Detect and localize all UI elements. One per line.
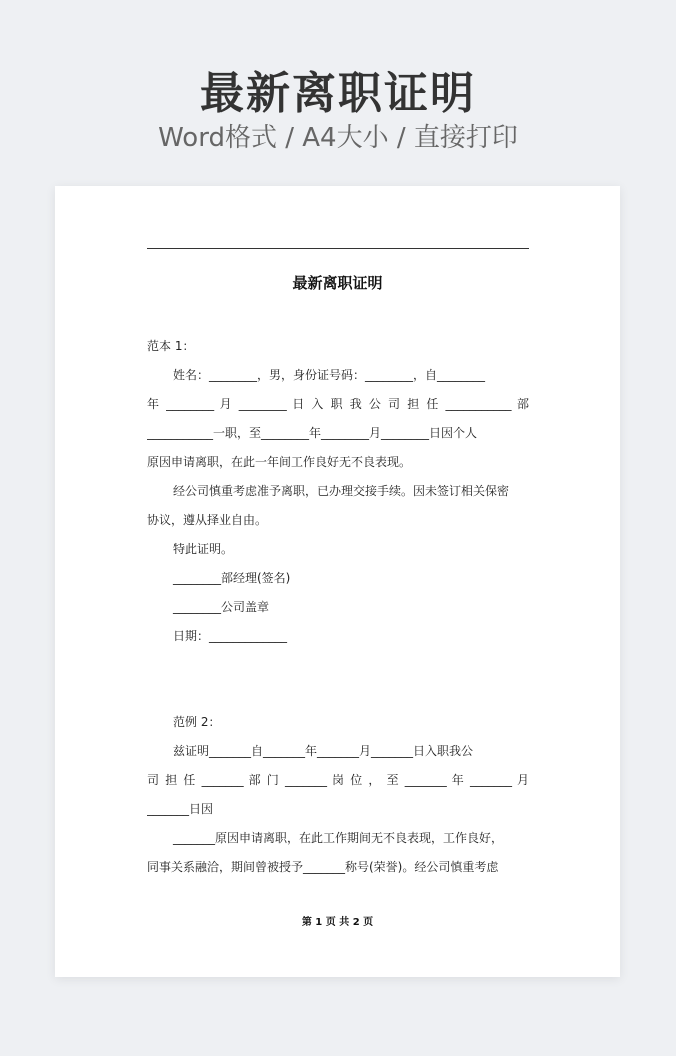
body-line: 姓名：________，男，身份证号码：________，自________: [173, 368, 486, 382]
signature-line: ________部经理(签名): [173, 571, 291, 585]
body-line: 司 担 任 _______ 部 门 _______ 岗 位 ， 至 _______ 年 _______ 月: [147, 773, 529, 787]
header-rule: [147, 248, 529, 249]
date-line: 日期：_____________: [173, 629, 288, 643]
body-line: 协议，遵从择业自由。: [147, 513, 268, 527]
page-number: 第 1 页 共 2 页: [301, 917, 374, 928]
body-line: 特此证明。: [173, 542, 234, 556]
seal-line: ________公司盖章: [173, 600, 270, 614]
body-line: ___________一职，至________年________月________日因个人: [147, 426, 478, 440]
document-body: [147, 332, 529, 882]
body-line: 年 ________ 月 ________ 日 入 职 我 公 司 担 任 ___________ 部: [147, 397, 529, 411]
section-heading-sample-1: 范本 1：: [147, 339, 195, 353]
body-line: 同事关系融洽，期间曾被授予_______称号(荣誉)。经公司慎重考虑: [147, 860, 499, 874]
section-gap: [147, 651, 529, 708]
document-title: 最新离职证明: [292, 274, 383, 292]
banner-title: 最新离职证明: [200, 68, 476, 119]
document-page: [55, 186, 620, 977]
body-line: _______原因申请离职，在此工作期间无不良表现，工作良好，: [173, 831, 504, 845]
banner-subtitle: Word格式 / A4大小 / 直接打印: [158, 123, 518, 153]
body-line: 原因申请离职，在此一年间工作良好无不良表现。: [147, 455, 412, 469]
body-line: 兹证明_______自_______年_______月_______日入职我公: [173, 744, 474, 758]
body-line: 经公司慎重考虑准予离职，已办理交接手续。因未签订相关保密: [173, 484, 510, 498]
section-heading-sample-2: 范例 2：: [173, 715, 221, 729]
body-line: _______日因: [147, 802, 214, 816]
